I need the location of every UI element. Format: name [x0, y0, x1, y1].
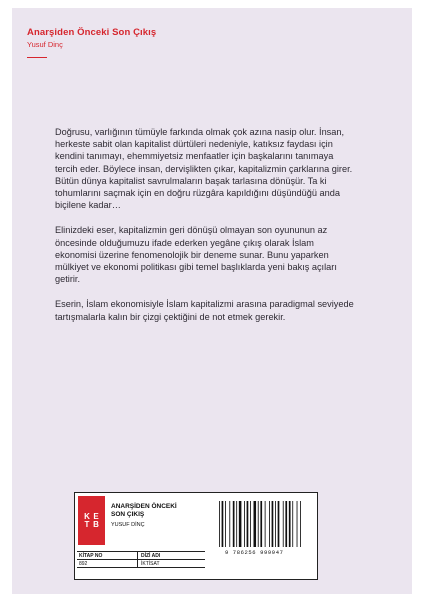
isbn-number: 9 786256 999947	[225, 549, 284, 556]
logo-letter: K	[84, 511, 90, 521]
blurb-paragraph-1: Doğrusu, varlığının tümüyle farkında olmak çok azına nasip olur. İnsan, herkeste sabit olan kapitalist dürtüleri nedeniyle, katıksız faydası için kendini tanımayı, ehemmiyetsiz menfaatler için başkalarını tanımaya tercih eder. Böylece insan, dervişlikten çıkar, kapitalizmin çarklarına girer. Bütün dünya kapitalist savrulmaların başak tarlasına dönüşür. Ta ki tohumlarını saçmak için en doğru rüzgâra kapıldığını düşündüğü anda biçilene kadar…	[55, 127, 353, 211]
info-box-author: YUSUF DİNÇ	[111, 522, 145, 528]
info-box-title	[111, 503, 201, 519]
book-back-cover	[12, 8, 412, 594]
table-bottom-rule	[77, 567, 205, 568]
title-underline	[27, 57, 47, 58]
blurb-paragraph-3: Eserin, İslam ekonomisiyle İslam kapitalizmi arasına paradigmal seviyede tartışmalarla kalın bir çizgi çektiğini de not etmek gerekir.	[55, 299, 354, 322]
blurb-paragraph-2: Elinizdeki eser, kapitalizmin geri dönüşü olmayan son oyununun az öncesinde olduğumuzu ifade ederken yegâne çıkış olarak İslam ekonomisi üzerine fenomenolojik bir deneme sunar. Bunu yaparken mülkiyet ve ekonomi politikası gibi temel başlıklarda yeni bakış açıları getirir.	[55, 225, 337, 285]
book-author: Yusuf Dinç	[27, 40, 63, 49]
book-title: Anarşiden Önceki Son Çıkış	[27, 27, 157, 38]
blurb-text	[55, 126, 355, 336]
table-divider	[137, 551, 138, 567]
isbn-barcode	[215, 499, 313, 551]
table-mid-rule	[77, 559, 205, 560]
publisher-info-box	[74, 492, 318, 580]
table-top-rule	[77, 551, 205, 552]
table-header-series: DİZİ ADI	[141, 553, 161, 559]
table-value-series: İKTİSAT	[141, 561, 160, 567]
ketebe-logo	[78, 496, 105, 545]
info-box-title-line-2: SON ÇIKIŞ	[111, 511, 145, 518]
logo-letter: B	[93, 519, 99, 529]
info-box-title-line-1: ANARŞİDEN ÖNCEKİ	[111, 503, 177, 510]
table-value-book-no: 892	[79, 561, 88, 567]
logo-letter: E	[93, 511, 99, 521]
table-header-book-no: KİTAP NO	[79, 553, 103, 559]
logo-letter: T	[84, 519, 90, 529]
